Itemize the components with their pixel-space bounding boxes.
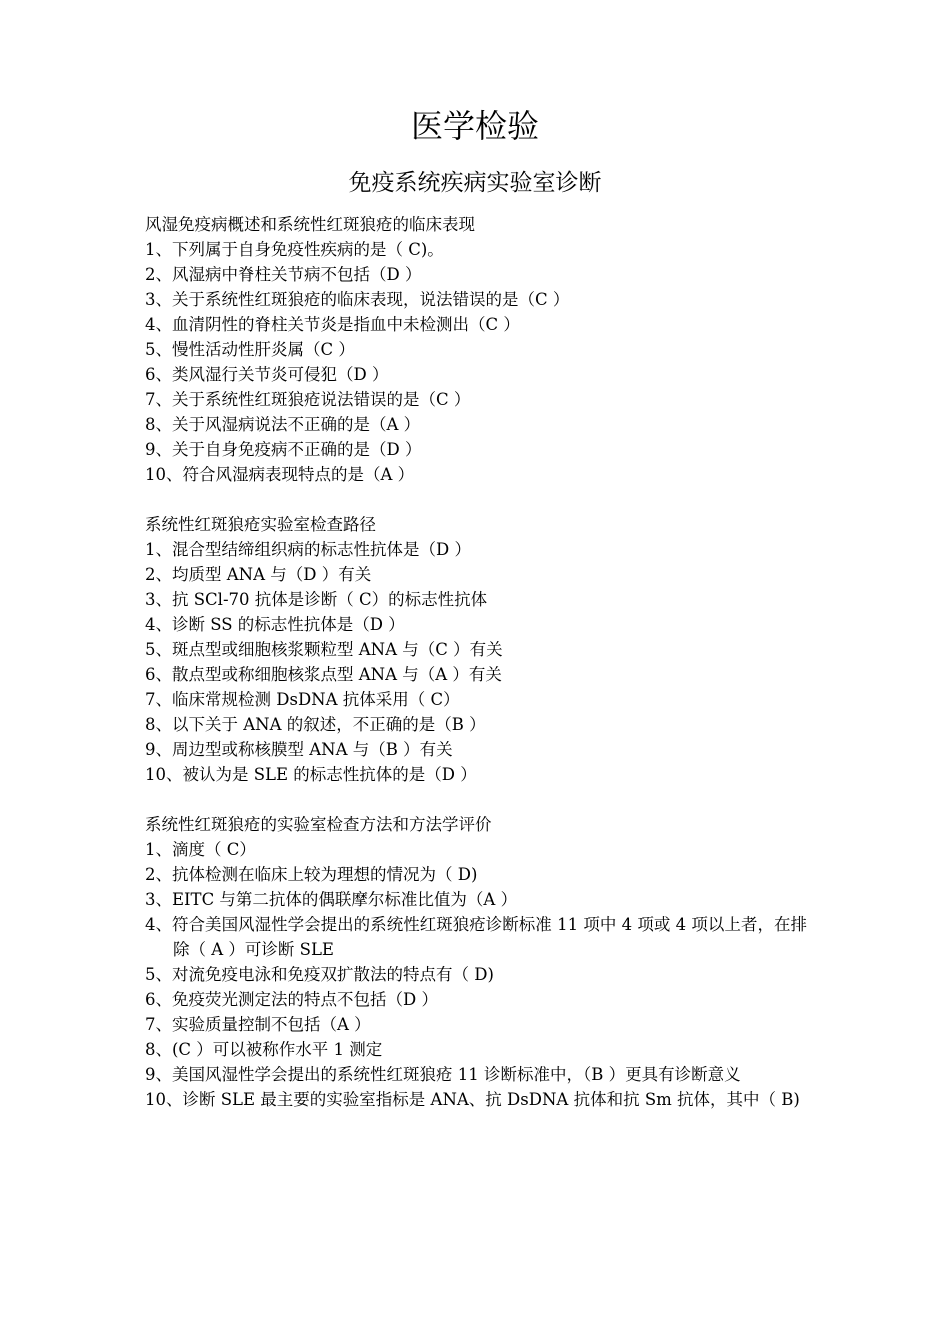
question-item: 2、风湿病中脊柱关节病不包括（D ）: [145, 265, 422, 284]
question-item: 8、以下关于 ANA 的叙述，不正确的是（B ）: [145, 715, 486, 734]
question-item: 5、对流免疫电泳和免疫双扩散法的特点有（ D): [145, 965, 494, 984]
question-item: 4、符合美国风湿性学会提出的系统性红斑狼疮诊断标准 11 项中 4 项或 4 项以上者，在排除（ A ）可诊断 SLE: [145, 915, 807, 959]
question-item: 10、被认为是 SLE 的标志性抗体的是（D ）: [145, 765, 477, 784]
question-item: 6、散点型或称细胞核浆点型 ANA 与（A ）有关: [145, 665, 502, 684]
question-item: 3、EITC 与第二抗体的偶联摩尔标准比值为（A ）: [145, 890, 518, 909]
question-item: 6、类风湿行关节炎可侵犯（D ）: [145, 365, 389, 384]
document-title: 医学检验: [410, 107, 539, 145]
question-item: 7、关于系统性红斑狼疮说法错误的是（C ）: [145, 390, 471, 409]
question-item: 9、美国风湿性学会提出的系统性红斑狼疮 11 诊断标准中，（B ）更具有诊断意义: [145, 1065, 741, 1084]
question-item: 5、慢性活动性肝炎属（C ）: [145, 340, 355, 359]
question-item: 9、关于自身免疫病不正确的是（D ）: [145, 440, 422, 459]
question-item: 6、免疫荧光测定法的特点不包括（D ）: [145, 990, 438, 1009]
question-item: 7、临床常规检测 DsDNA 抗体采用（ C）: [145, 690, 460, 709]
question-item: 3、抗 SCl-70 抗体是诊断（ C）的标志性抗体: [145, 590, 488, 609]
question-item: 3、关于系统性红斑狼疮的临床表现，说法错误的是（C ）: [145, 290, 570, 309]
document-body: [145, 212, 807, 1137]
question-item: 2、抗体检测在临床上较为理想的情况为（ D): [145, 865, 478, 884]
question-item: 1、滴度（ C）: [145, 840, 256, 859]
question-item: 1、下列属于自身免疫性疾病的是（ C)。: [145, 240, 444, 259]
document-subtitle: 免疫系统疾病实验室诊断: [348, 170, 602, 196]
question-item: 7、实验质量控制不包括（A ）: [145, 1015, 371, 1034]
section-lab-pathway: [145, 512, 807, 787]
question-item: 8、(C ）可以被称作水平 1 测定: [145, 1040, 383, 1059]
section-clinical-manifestations: [145, 212, 807, 487]
question-item: 4、血清阴性的脊柱关节炎是指血中未检测出（C ）: [145, 315, 520, 334]
question-item: 1、混合型结缔组织病的标志性抗体是（D ）: [145, 540, 471, 559]
section-heading: 系统性红斑狼疮实验室检查路径: [145, 515, 376, 534]
section-heading: 风湿免疫病概述和系统性红斑狼疮的临床表现: [145, 215, 475, 234]
section-heading: 系统性红斑狼疮的实验室检查方法和方法学评价: [145, 815, 492, 834]
question-item: 10、诊断 SLE 最主要的实验室指标是 ANA、抗 DsDNA 抗体和抗 Sm 抗体，其中（ B): [145, 1090, 800, 1109]
question-item: 2、均质型 ANA 与（D ）有关: [145, 565, 372, 584]
question-item: 5、斑点型或细胞核浆颗粒型 ANA 与（C ）有关: [145, 640, 503, 659]
question-item: 10、符合风湿病表现特点的是（A ）: [145, 465, 415, 484]
question-item: 8、关于风湿病说法不正确的是（A ）: [145, 415, 421, 434]
section-lab-methods: [145, 812, 807, 1112]
question-item: 9、周边型或称核膜型 ANA 与（B ）有关: [145, 740, 453, 759]
question-item: 4、诊断 SS 的标志性抗体是（D ）: [145, 615, 405, 634]
